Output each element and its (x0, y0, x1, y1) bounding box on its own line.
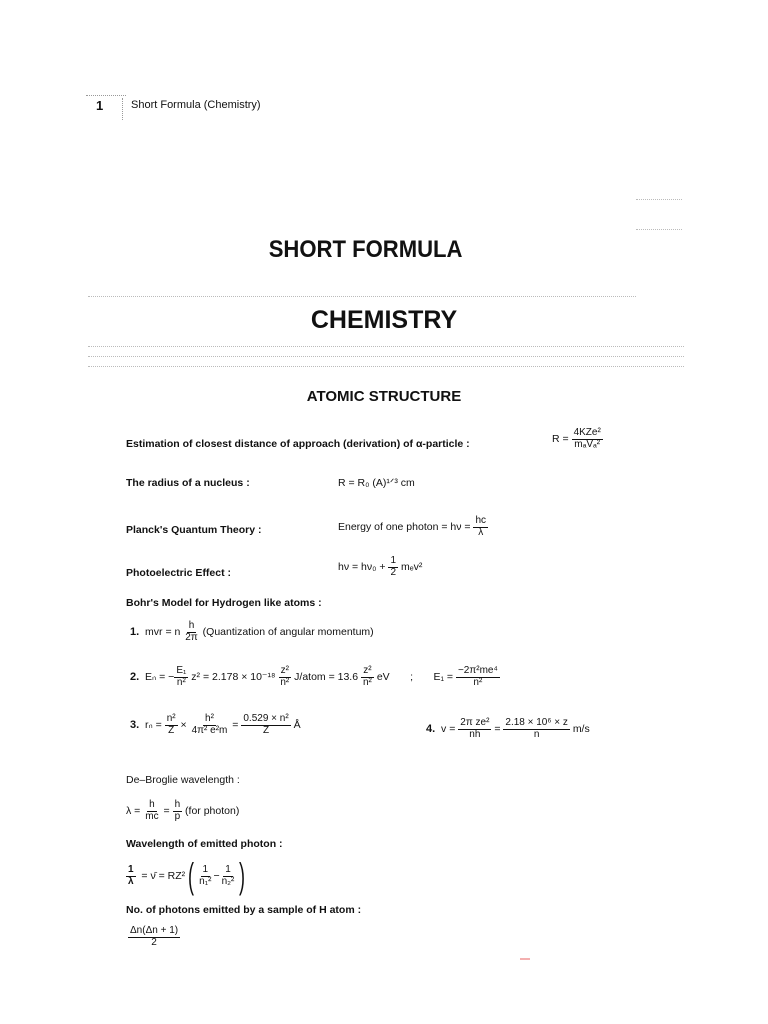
closest-approach-formula: R = $\frac{\text{4KZe²}}{\text{mₐVₐ²}}$ (552, 427, 601, 450)
photoelectric-label: Photoelectric Effect : (126, 567, 232, 579)
bohr-formula-3: 3. rₙ = $\frac{\text{n²}}{Z}$ × $\frac{\text{h²}}{\text{4π² e²m}}$ = $\frac{\text{0.529 × n²}}{Z}$ Å (130, 713, 301, 736)
bohr-label: Bohr's Model for Hydrogen like atoms : (126, 597, 322, 609)
page-number: 1 (96, 98, 104, 113)
bohr-formula-1: 1. mvr = n $\frac{h}{2\pi}$ (Quantization of angular momentum) (130, 620, 374, 643)
subject-title: CHEMISTRY (310, 306, 458, 334)
scan-dots (636, 199, 682, 200)
debroglie-formula: λ = $\frac{h}{mc}$ = $\frac{h}{p}$ (for photon) (126, 799, 240, 822)
header-rule (86, 95, 126, 96)
scan-dots (636, 229, 682, 230)
scan-dots (88, 366, 684, 367)
scan-dots (88, 296, 636, 297)
planck-label: Planck's Quantum Theory : (126, 524, 262, 536)
scan-dots (88, 346, 684, 347)
closest-approach-label: Estimation of closest distance of approach (derivation) of α-particle : (126, 438, 470, 450)
nucleus-formula: R = R₀ (A)¹ᐟ³ cm (338, 477, 415, 489)
photoelectric-formula: hν = hν₀ + $\frac{1}{2}$ mₑv² (338, 555, 423, 578)
bohr-formula-2: 2. Eₙ = − $\frac{\text{E₁}}{\text{n²}}$ z² = 2.178 × 10⁻¹⁸ $\frac{\text{z²}}{\text{n²}}$ J/atom = 13.6 $\frac{\text{z²}}{\text{n²}}$ eV ; E₁ = $\frac{\text{−2π²me⁴}}{\text{n²}}$ (130, 665, 498, 688)
photons-label: No. of photons emitted by a sample of H atom : (126, 904, 362, 916)
planck-formula: Energy of one photon = hν = $\frac{hc}{\lambda}$ (338, 515, 487, 538)
chapter-title: ATOMIC STRUCTURE (306, 388, 462, 405)
header-divider (122, 98, 123, 120)
header-title: Short Formula (Chemistry) (131, 99, 261, 111)
debroglie-label: De–Broglie wavelength : (126, 774, 240, 786)
nucleus-label: The radius of a nucleus : (126, 477, 250, 489)
emitted-formula: $\frac{1}{\lambda}$ = ν̄ = RZ² ( $\frac{1}{\text{n₁²}}$ − $\frac{1}{\text{n₂²}}$ ) (128, 855, 246, 896)
main-title: SHORT FORMULA (268, 236, 463, 263)
scan-mark (520, 958, 530, 960)
scan-dots (88, 356, 684, 357)
photons-formula: $\frac{\Delta n(\Delta n + 1)}{2}$ (130, 925, 179, 948)
bohr-formula-4: 4. v = $\frac{\text{2π ze²}}{nh}$ = $\frac{\text{2.18 × 10⁶ × z}}{n}$ m/s (426, 717, 590, 740)
emitted-label: Wavelength of emitted photon : (126, 838, 283, 850)
